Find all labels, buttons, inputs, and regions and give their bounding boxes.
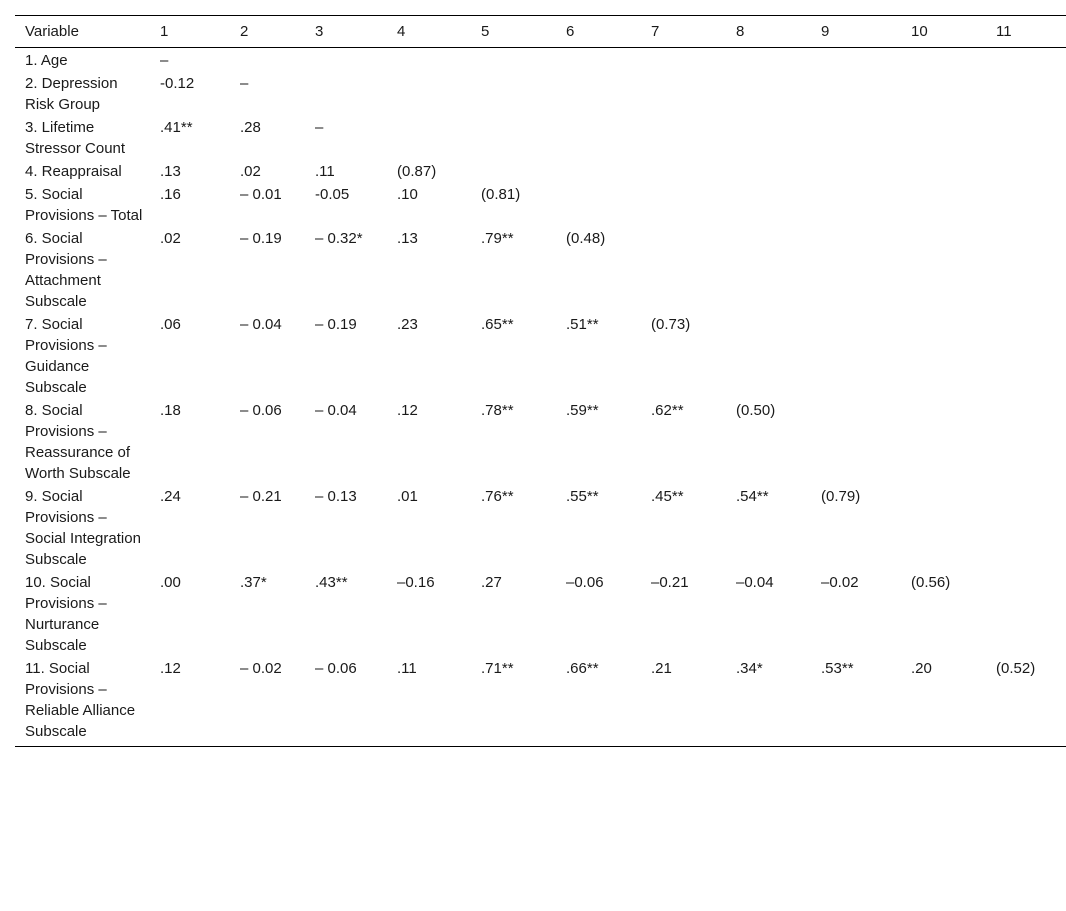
correlation-cell xyxy=(986,313,1066,399)
correlation-cell: –0.02 xyxy=(821,574,859,591)
correlation-cell xyxy=(471,116,556,160)
correlation-cell: .65** xyxy=(481,316,514,333)
correlation-cell: (0.56) xyxy=(911,574,951,591)
table-row xyxy=(15,183,1066,227)
correlation-cell: .13 xyxy=(397,230,418,247)
correlation-cell: – 0.19 xyxy=(240,230,282,247)
correlation-cell xyxy=(901,227,986,313)
correlation-cell xyxy=(811,48,901,73)
correlation-cell xyxy=(641,160,726,183)
correlation-cell xyxy=(726,72,811,116)
correlation-cell: –0.16 xyxy=(397,574,435,591)
correlation-cell xyxy=(471,160,556,183)
correlation-cell xyxy=(726,48,811,73)
correlation-cell xyxy=(230,48,305,73)
correlation-cell: -0.12 xyxy=(160,75,195,92)
correlation-cell: .02 xyxy=(160,230,181,247)
correlation-cell: (0.52) xyxy=(996,660,1036,677)
correlation-cell xyxy=(901,72,986,116)
correlation-cell: – xyxy=(240,75,249,92)
correlation-cell: .02 xyxy=(240,163,261,180)
correlation-cell: .34* xyxy=(736,660,763,677)
correlation-cell xyxy=(986,399,1066,485)
variable-label: 6. Social Provisions – Attachment Subscale xyxy=(25,230,107,310)
correlation-cell: .66** xyxy=(566,660,599,677)
column-header-1: 1 xyxy=(160,23,169,40)
correlation-cell xyxy=(811,183,901,227)
correlation-cell: .06 xyxy=(160,316,181,333)
variable-label: 7. Social Provisions – Guidance Subscale xyxy=(25,316,107,396)
variable-label: 9. Social Provisions – Social Integration Subscale xyxy=(25,488,141,568)
correlation-cell xyxy=(726,227,811,313)
correlation-cell xyxy=(986,160,1066,183)
correlation-cell: .55** xyxy=(566,488,599,505)
variable-label: 3. Lifetime Stressor Count xyxy=(25,119,126,157)
correlation-cell: .16 xyxy=(160,186,181,203)
correlation-cell: .11 xyxy=(315,163,335,180)
correlation-cell xyxy=(811,399,901,485)
table-row xyxy=(15,227,1066,313)
table-row xyxy=(15,657,1066,747)
correlation-cell xyxy=(641,116,726,160)
correlation-cell: -0.05 xyxy=(315,186,350,203)
correlation-cell xyxy=(811,116,901,160)
correlation-table xyxy=(15,15,1066,747)
correlation-cell: (0.79) xyxy=(821,488,861,505)
correlation-cell xyxy=(556,48,641,73)
column-header-11: 11 xyxy=(996,23,1012,40)
correlation-cell: .12 xyxy=(160,660,181,677)
correlation-cell: .13 xyxy=(160,163,181,180)
column-header-4: 4 xyxy=(397,23,406,40)
correlation-cell xyxy=(305,48,387,73)
correlation-cell xyxy=(901,485,986,571)
correlation-cell: .23 xyxy=(397,316,418,333)
correlation-cell: .24 xyxy=(160,488,181,505)
correlation-cell xyxy=(901,48,986,73)
correlation-cell xyxy=(901,116,986,160)
correlation-cell xyxy=(387,116,471,160)
table-body xyxy=(15,48,1066,747)
correlation-cell: – 0.19 xyxy=(315,316,357,333)
correlation-cell xyxy=(641,183,726,227)
variable-label: 2. Depression Risk Group xyxy=(25,75,118,113)
correlation-cell xyxy=(901,160,986,183)
correlation-cell: .54** xyxy=(736,488,769,505)
correlation-cell xyxy=(986,485,1066,571)
correlation-cell: (0.87) xyxy=(397,163,437,180)
table-row xyxy=(15,485,1066,571)
correlation-cell xyxy=(986,72,1066,116)
correlation-cell xyxy=(986,227,1066,313)
correlation-cell xyxy=(556,116,641,160)
correlation-cell: – 0.32* xyxy=(315,230,363,247)
correlation-cell: .76** xyxy=(481,488,514,505)
correlation-cell xyxy=(811,160,901,183)
column-header-3: 3 xyxy=(315,23,324,40)
correlation-cell: .37* xyxy=(240,574,267,591)
correlation-cell xyxy=(387,48,471,73)
table-row xyxy=(15,313,1066,399)
correlation-cell: .43** xyxy=(315,574,348,591)
correlation-cell xyxy=(811,72,901,116)
correlation-cell: .53** xyxy=(821,660,854,677)
correlation-cell xyxy=(556,183,641,227)
correlation-cell: (0.73) xyxy=(651,316,691,333)
table-header-row xyxy=(15,16,1066,48)
correlation-cell xyxy=(726,183,811,227)
correlation-cell xyxy=(726,116,811,160)
correlation-cell: .51** xyxy=(566,316,599,333)
table-row xyxy=(15,571,1066,657)
table-row xyxy=(15,160,1066,183)
variable-label: 11. Social Provisions – Reliable Alliance Subscale xyxy=(25,660,136,740)
variable-label: 5. Social Provisions – Total xyxy=(25,186,143,224)
column-header-8: 8 xyxy=(736,23,745,40)
correlation-cell: .11 xyxy=(397,660,417,677)
correlation-cell: (0.81) xyxy=(481,186,521,203)
correlation-cell: – 0.02 xyxy=(240,660,282,677)
correlation-cell: – xyxy=(315,119,324,136)
correlation-cell xyxy=(726,313,811,399)
correlation-cell xyxy=(986,116,1066,160)
correlation-cell: – xyxy=(160,52,169,69)
column-header-5: 5 xyxy=(481,23,490,40)
correlation-cell: (0.48) xyxy=(566,230,606,247)
correlation-cell: .18 xyxy=(160,402,181,419)
correlation-cell: .59** xyxy=(566,402,599,419)
column-header-9: 9 xyxy=(821,23,830,40)
column-header-6: 6 xyxy=(566,23,575,40)
correlation-cell xyxy=(471,48,556,73)
correlation-cell: .00 xyxy=(160,574,181,591)
correlation-cell xyxy=(901,183,986,227)
correlation-cell xyxy=(556,160,641,183)
correlation-cell xyxy=(387,72,471,116)
correlation-cell: .01 xyxy=(397,488,418,505)
correlation-cell: –0.06 xyxy=(566,574,604,591)
table-row xyxy=(15,48,1066,73)
correlation-cell xyxy=(641,72,726,116)
correlation-cell xyxy=(641,48,726,73)
column-header-10: 10 xyxy=(911,23,928,40)
table-row xyxy=(15,399,1066,485)
correlation-cell xyxy=(986,48,1066,73)
correlation-cell xyxy=(556,72,641,116)
correlation-cell xyxy=(471,72,556,116)
correlation-cell: .20 xyxy=(911,660,932,677)
correlation-cell: .71** xyxy=(481,660,514,677)
table-row xyxy=(15,116,1066,160)
correlation-cell: – 0.04 xyxy=(315,402,357,419)
correlation-cell: – 0.06 xyxy=(315,660,357,677)
correlation-cell xyxy=(811,313,901,399)
correlation-cell: .12 xyxy=(397,402,418,419)
variable-label: 8. Social Provisions – Reassurance of Worth Subscale xyxy=(25,402,131,482)
correlation-cell: .21 xyxy=(651,660,672,677)
correlation-cell: .41** xyxy=(160,119,193,136)
correlation-cell: –0.21 xyxy=(651,574,689,591)
correlation-cell: –0.04 xyxy=(736,574,774,591)
correlation-cell xyxy=(305,72,387,116)
table-row xyxy=(15,72,1066,116)
correlation-cell xyxy=(986,183,1066,227)
variable-label: 10. Social Provisions – Nurturance Subscale xyxy=(25,574,107,654)
correlation-cell: .62** xyxy=(651,402,684,419)
correlation-cell: – 0.06 xyxy=(240,402,282,419)
correlation-cell xyxy=(641,227,726,313)
column-header-2: 2 xyxy=(240,23,249,40)
correlation-cell: – 0.01 xyxy=(240,186,282,203)
correlation-cell: – 0.21 xyxy=(240,488,282,505)
correlation-cell: .27 xyxy=(481,574,502,591)
column-header-variable: Variable xyxy=(25,23,79,40)
correlation-cell: .78** xyxy=(481,402,514,419)
correlation-cell xyxy=(726,160,811,183)
correlation-cell xyxy=(901,313,986,399)
correlation-cell: – 0.13 xyxy=(315,488,357,505)
correlation-cell xyxy=(986,571,1066,657)
correlation-cell: .79** xyxy=(481,230,514,247)
correlation-cell: .28 xyxy=(240,119,261,136)
correlation-cell: .10 xyxy=(397,186,418,203)
variable-label: 4. Reappraisal xyxy=(25,163,122,180)
correlation-cell: (0.50) xyxy=(736,402,776,419)
correlation-cell xyxy=(811,227,901,313)
variable-label: 1. Age xyxy=(25,52,68,69)
column-header-7: 7 xyxy=(651,23,660,40)
correlation-cell: .45** xyxy=(651,488,684,505)
correlation-cell: – 0.04 xyxy=(240,316,282,333)
correlation-cell xyxy=(901,399,986,485)
